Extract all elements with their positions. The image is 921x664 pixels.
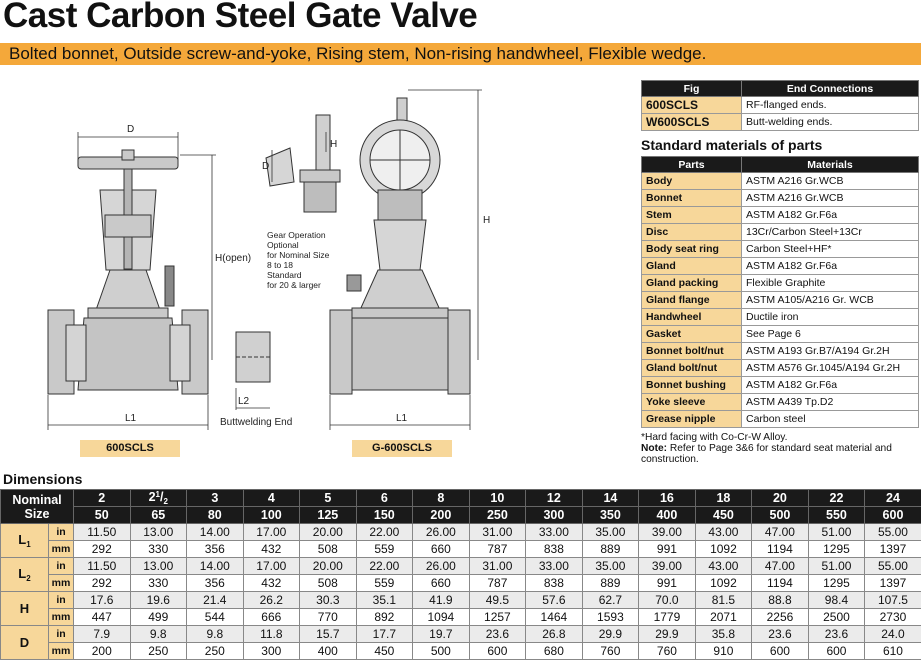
- value-cell-mm: 787: [469, 541, 526, 558]
- value-cell-in: 17.7: [356, 626, 413, 643]
- col-header-fig: Fig: [642, 81, 742, 97]
- value-cell-in: 9.8: [130, 626, 187, 643]
- table-row: [642, 394, 919, 411]
- table-row: [642, 377, 919, 394]
- value-cell-in: 88.8: [752, 592, 809, 609]
- size-inch-header: [243, 490, 300, 507]
- gear-note-line: 8 to 18: [267, 260, 293, 270]
- unit-in: in: [49, 626, 74, 643]
- size-inch-value: 2: [148, 490, 156, 504]
- size-inch-header: [865, 490, 921, 507]
- value-cell-mm: 292: [74, 541, 131, 558]
- part-cell: Stem: [642, 207, 742, 224]
- table-row: [1, 541, 921, 558]
- subtitle-bar: [0, 43, 921, 65]
- material-cell: ASTM A216 Gr.WCB: [742, 190, 919, 207]
- size-inch-value: 10: [490, 491, 505, 505]
- table-row: [642, 207, 919, 224]
- unit-mm: mm: [49, 643, 74, 660]
- value-cell-mm: 292: [74, 575, 131, 592]
- part-cell: Bonnet: [642, 190, 742, 207]
- size-inch-value: 5: [324, 491, 332, 505]
- table-row: [642, 411, 919, 428]
- table-row: [642, 241, 919, 258]
- value-cell-in: 43.00: [695, 524, 752, 541]
- size-inch-header: [695, 490, 752, 507]
- table-row: [642, 258, 919, 275]
- value-cell-mm: 838: [526, 575, 583, 592]
- value-cell-in: 22.00: [356, 524, 413, 541]
- value-cell-mm: 991: [639, 575, 696, 592]
- dim-label-d-left: D: [127, 124, 135, 135]
- material-cell: ASTM A216 Gr.WCB: [742, 173, 919, 190]
- dimension-subscript: 2: [26, 574, 31, 583]
- size-inch-value: 8: [437, 491, 445, 505]
- end-connection-cell: RF-flanged ends.: [742, 97, 919, 114]
- gear-note-line: Optional: [267, 240, 299, 250]
- part-cell: Gland: [642, 258, 742, 275]
- table-row: [642, 343, 919, 360]
- value-cell-mm: 760: [582, 643, 639, 660]
- value-cell-in: 14.00: [187, 524, 244, 541]
- value-cell-in: 26.00: [413, 524, 470, 541]
- size-inch-value: 12: [546, 491, 561, 505]
- fig-cell: 600SCLS: [642, 97, 742, 114]
- value-cell-in: 33.00: [526, 524, 583, 541]
- size-inch-value: 18: [716, 491, 731, 505]
- end-connections-table: [641, 80, 919, 131]
- size-inch-value: 6: [380, 491, 388, 505]
- value-cell-mm: 838: [526, 541, 583, 558]
- materials-table: [641, 156, 919, 428]
- page-title: Cast Carbon Steel Gate Valve: [3, 0, 478, 35]
- size-label: Size: [24, 506, 50, 521]
- caption-g-600scls: G-600SCLS: [352, 440, 452, 457]
- value-cell-in: 35.8: [695, 626, 752, 643]
- value-cell-mm: 508: [300, 575, 357, 592]
- table-row: [642, 224, 919, 241]
- dim-label-l2: L2: [238, 396, 250, 407]
- value-cell-mm: 356: [187, 575, 244, 592]
- value-cell-in: 47.00: [752, 558, 809, 575]
- material-cell: Ductile iron: [742, 309, 919, 326]
- value-cell-in: 23.6: [752, 626, 809, 643]
- dimensions-header: [1, 490, 921, 524]
- value-cell-mm: 544: [187, 609, 244, 626]
- material-cell: ASTM A193 Gr.B7/A194 Gr.2H: [742, 343, 919, 360]
- table-row: [642, 97, 919, 114]
- value-cell-in: 26.00: [413, 558, 470, 575]
- size-inch-value: 24: [886, 491, 900, 505]
- value-cell-mm: 660: [413, 541, 470, 558]
- value-cell-in: 15.7: [300, 626, 357, 643]
- value-cell-in: 21.4: [187, 592, 244, 609]
- part-cell: Bonnet bolt/nut: [642, 343, 742, 360]
- fraction-numerator: 1: [155, 490, 160, 499]
- table-row: [642, 190, 919, 207]
- part-cell: Gland bolt/nut: [642, 360, 742, 377]
- dim-label-h-right: H: [483, 215, 491, 226]
- size-mm-header: 200: [413, 507, 470, 524]
- note-label: Note:: [641, 443, 668, 454]
- size-inch-header: [808, 490, 865, 507]
- value-cell-mm: 330: [130, 541, 187, 558]
- dimensions-table: [0, 489, 921, 660]
- value-cell-mm: 666: [243, 609, 300, 626]
- unit-in: in: [49, 558, 74, 575]
- value-cell-in: 17.00: [243, 558, 300, 575]
- dimensions-body: [1, 524, 921, 660]
- value-cell-mm: 2500: [808, 609, 865, 626]
- size-mm-header: 50: [74, 507, 131, 524]
- value-cell-mm: 300: [243, 643, 300, 660]
- part-cell: Bonnet bushing: [642, 377, 742, 394]
- gear-note-line: for 20 & larger: [267, 280, 321, 290]
- value-cell-in: 19.7: [413, 626, 470, 643]
- size-mm-header: 100: [243, 507, 300, 524]
- size-mm-header: 600: [865, 507, 921, 524]
- unit-mm: mm: [49, 541, 74, 558]
- value-cell-mm: 2071: [695, 609, 752, 626]
- dimension-subscript: 1: [26, 540, 31, 549]
- value-cell-mm: 610: [865, 643, 921, 660]
- size-mm-header: 150: [356, 507, 413, 524]
- valve-drawing: [0, 70, 640, 470]
- table-row: [1, 609, 921, 626]
- material-cell: ASTM A182 Gr.F6a: [742, 258, 919, 275]
- size-mm-header: 125: [300, 507, 357, 524]
- value-cell-mm: 2730: [865, 609, 921, 626]
- value-cell-mm: 432: [243, 575, 300, 592]
- size-inch-header: [74, 490, 131, 507]
- seat-note: [641, 443, 921, 465]
- value-cell-in: 55.00: [865, 558, 921, 575]
- table-row: [642, 114, 919, 131]
- value-cell-in: 31.00: [469, 558, 526, 575]
- value-cell-in: 7.9: [74, 626, 131, 643]
- value-cell-in: 30.3: [300, 592, 357, 609]
- value-cell-in: 35.00: [582, 558, 639, 575]
- part-cell: Grease nipple: [642, 411, 742, 428]
- value-cell-in: 26.8: [526, 626, 583, 643]
- part-cell: Body seat ring: [642, 241, 742, 258]
- value-cell-mm: 356: [187, 541, 244, 558]
- end-connection-cell: Butt-welding ends.: [742, 114, 919, 131]
- dim-label-l1-left: L1: [125, 413, 137, 424]
- value-cell-in: 39.00: [639, 524, 696, 541]
- dim-label-buttwelding: Buttwelding End: [220, 417, 293, 428]
- value-cell-in: 47.00: [752, 524, 809, 541]
- dimension-label: [1, 626, 49, 660]
- material-cell: ASTM A105/A216 Gr. WCB: [742, 292, 919, 309]
- dim-label-h-open: H(open): [215, 253, 252, 264]
- size-mm-header: 400: [639, 507, 696, 524]
- table-row: [642, 309, 919, 326]
- size-mm-header: 350: [582, 507, 639, 524]
- size-mm-header: 300: [526, 507, 583, 524]
- value-cell-mm: 600: [808, 643, 865, 660]
- value-cell-mm: 1194: [752, 575, 809, 592]
- value-cell-in: 43.00: [695, 558, 752, 575]
- col-header-parts: Parts: [642, 157, 742, 173]
- value-cell-in: 51.00: [808, 524, 865, 541]
- material-cell: Flexible Graphite: [742, 275, 919, 292]
- size-inch-value: 14: [603, 491, 618, 505]
- dimensions-heading: Dimensions: [3, 471, 83, 487]
- material-cell: ASTM A182 Gr.F6a: [742, 207, 919, 224]
- value-cell-mm: 660: [413, 575, 470, 592]
- value-cell-mm: 1194: [752, 541, 809, 558]
- value-cell-in: 49.5: [469, 592, 526, 609]
- value-cell-mm: 500: [413, 643, 470, 660]
- value-cell-in: 33.00: [526, 558, 583, 575]
- value-cell-in: 57.6: [526, 592, 583, 609]
- nominal-size-header: [1, 490, 74, 524]
- value-cell-in: 31.00: [469, 524, 526, 541]
- value-cell-in: 55.00: [865, 524, 921, 541]
- value-cell-mm: 1593: [582, 609, 639, 626]
- gear-note-line: for Nominal Size: [267, 250, 330, 260]
- materials-body: [642, 173, 919, 428]
- part-cell: Handwheel: [642, 309, 742, 326]
- value-cell-in: 11.50: [74, 558, 131, 575]
- value-cell-in: 98.4: [808, 592, 865, 609]
- value-cell-mm: 200: [74, 643, 131, 660]
- value-cell-mm: 600: [752, 643, 809, 660]
- material-cell: ASTM A439 Tp.D2: [742, 394, 919, 411]
- materials-heading: Standard materials of parts: [641, 137, 823, 153]
- gear-note-line: Gear Operation: [267, 230, 326, 240]
- value-cell-mm: 559: [356, 541, 413, 558]
- value-cell-in: 20.00: [300, 558, 357, 575]
- unit-mm: mm: [49, 609, 74, 626]
- size-inch-header: [300, 490, 357, 507]
- size-inch-header: [639, 490, 696, 507]
- part-cell: Disc: [642, 224, 742, 241]
- part-cell: Body: [642, 173, 742, 190]
- value-cell-mm: 600: [469, 643, 526, 660]
- dimension-letter: L: [18, 532, 27, 547]
- value-cell-mm: 770: [300, 609, 357, 626]
- table-row: [1, 626, 921, 643]
- nominal-label: Nominal: [12, 492, 62, 507]
- material-cell: 13Cr/Carbon Steel+13Cr: [742, 224, 919, 241]
- value-cell-mm: 450: [356, 643, 413, 660]
- size-inch-value: 16: [659, 491, 674, 505]
- size-mm-header: 65: [130, 507, 187, 524]
- size-inch-value: 4: [267, 491, 275, 505]
- value-cell-mm: 787: [469, 575, 526, 592]
- dimension-letter: L: [18, 566, 27, 581]
- value-cell-in: 41.9: [413, 592, 470, 609]
- size-mm-header: 550: [808, 507, 865, 524]
- part-cell: Yoke sleeve: [642, 394, 742, 411]
- hard-facing-note: *Hard facing with Co-Cr-W Alloy.: [641, 432, 788, 443]
- value-cell-in: 13.00: [130, 524, 187, 541]
- dimension-letter: H: [19, 601, 30, 616]
- value-cell-in: 35.00: [582, 524, 639, 541]
- table-row: [642, 360, 919, 377]
- size-inch-header: [356, 490, 413, 507]
- value-cell-in: 9.8: [187, 626, 244, 643]
- caption-600scls: 600SCLS: [80, 440, 180, 457]
- header-row-mm: [1, 507, 921, 524]
- value-cell-mm: 910: [695, 643, 752, 660]
- table-row: [1, 558, 921, 575]
- size-inch-header: [413, 490, 470, 507]
- size-mm-header: 450: [695, 507, 752, 524]
- value-cell-in: 22.00: [356, 558, 413, 575]
- size-mm-header: 500: [752, 507, 809, 524]
- value-cell-mm: 680: [526, 643, 583, 660]
- size-mm-header: 80: [187, 507, 244, 524]
- value-cell-in: 35.1: [356, 592, 413, 609]
- value-cell-mm: 330: [130, 575, 187, 592]
- size-inch-value: 20: [772, 491, 787, 505]
- table-row: [642, 275, 919, 292]
- table-row: [1, 592, 921, 609]
- table-row: [1, 575, 921, 592]
- value-cell-in: 23.6: [808, 626, 865, 643]
- col-header-materials: Materials: [742, 157, 919, 173]
- value-cell-mm: 1397: [865, 575, 921, 592]
- size-inch-value: 3: [211, 491, 219, 505]
- value-cell-in: 11.50: [74, 524, 131, 541]
- part-cell: Gasket: [642, 326, 742, 343]
- col-header-end-connections: End Connections: [742, 81, 919, 97]
- material-cell: See Page 6: [742, 326, 919, 343]
- material-cell: Carbon steel: [742, 411, 919, 428]
- value-cell-in: 24.0: [865, 626, 921, 643]
- dim-label-l1-right: L1: [396, 413, 408, 424]
- size-inch-value: 2: [98, 491, 106, 505]
- dimension-label: [1, 524, 49, 558]
- value-cell-mm: 447: [74, 609, 131, 626]
- fraction-denominator: 2: [163, 497, 168, 506]
- table-row: [642, 326, 919, 343]
- unit-in: in: [49, 524, 74, 541]
- dimension-letter: D: [19, 635, 30, 650]
- value-cell-mm: 2256: [752, 609, 809, 626]
- note-text: Refer to Page 3&6 for standard seat material and construction.: [641, 443, 892, 465]
- value-cell-mm: 889: [582, 541, 639, 558]
- value-cell-in: 81.5: [695, 592, 752, 609]
- part-cell: Gland flange: [642, 292, 742, 309]
- value-cell-mm: 889: [582, 575, 639, 592]
- value-cell-mm: 499: [130, 609, 187, 626]
- value-cell-mm: 1464: [526, 609, 583, 626]
- value-cell-mm: 250: [130, 643, 187, 660]
- value-cell-mm: 432: [243, 541, 300, 558]
- value-cell-mm: 559: [356, 575, 413, 592]
- size-inch-header: [582, 490, 639, 507]
- value-cell-in: 17.00: [243, 524, 300, 541]
- value-cell-in: 107.5: [865, 592, 921, 609]
- value-cell-mm: 760: [639, 643, 696, 660]
- part-cell: Gland packing: [642, 275, 742, 292]
- value-cell-mm: 991: [639, 541, 696, 558]
- gear-note-line: Standard: [267, 270, 302, 280]
- size-inch-value: 22: [829, 491, 844, 505]
- value-cell-in: 62.7: [582, 592, 639, 609]
- material-cell: ASTM A576 Gr.1045/A194 Gr.2H: [742, 360, 919, 377]
- dimension-label: [1, 558, 49, 592]
- value-cell-in: 29.9: [582, 626, 639, 643]
- value-cell-in: 19.6: [130, 592, 187, 609]
- size-inch-header: [187, 490, 244, 507]
- value-cell-in: 39.00: [639, 558, 696, 575]
- size-mm-header: 250: [469, 507, 526, 524]
- value-cell-mm: 1257: [469, 609, 526, 626]
- fig-cell: W600SCLS: [642, 114, 742, 131]
- table-row: [1, 524, 921, 541]
- value-cell-mm: 1295: [808, 541, 865, 558]
- value-cell-in: 11.8: [243, 626, 300, 643]
- size-inch-header: [526, 490, 583, 507]
- size-inch-header: $2^1/_2$: [130, 490, 187, 507]
- subtitle: Bolted bonnet, Outside screw-and-yoke, Rising stem, Non-rising handwheel, Flexible wedge.: [9, 44, 707, 63]
- value-cell-mm: 508: [300, 541, 357, 558]
- value-cell-mm: 400: [300, 643, 357, 660]
- dimension-label: [1, 592, 49, 626]
- table-row: [642, 292, 919, 309]
- value-cell-mm: 1779: [639, 609, 696, 626]
- value-cell-mm: 1094: [413, 609, 470, 626]
- dim-label-h-gear: H: [330, 139, 338, 150]
- table-row: [1, 643, 921, 660]
- unit-in: in: [49, 592, 74, 609]
- material-cell: ASTM A182 Gr.F6a: [742, 377, 919, 394]
- unit-mm: mm: [49, 575, 74, 592]
- table-row: [642, 173, 919, 190]
- value-cell-mm: 1295: [808, 575, 865, 592]
- size-inch-header: [469, 490, 526, 507]
- value-cell-mm: 1092: [695, 541, 752, 558]
- gear-operation-note: [267, 230, 329, 290]
- dim-label-d-gear: D: [262, 161, 270, 172]
- value-cell-in: 14.00: [187, 558, 244, 575]
- value-cell-mm: 1397: [865, 541, 921, 558]
- value-cell-mm: 250: [187, 643, 244, 660]
- value-cell-in: 51.00: [808, 558, 865, 575]
- value-cell-in: 20.00: [300, 524, 357, 541]
- value-cell-in: 26.2: [243, 592, 300, 609]
- material-cell: Carbon Steel+HF*: [742, 241, 919, 258]
- value-cell-in: 13.00: [130, 558, 187, 575]
- value-cell-in: 17.6: [74, 592, 131, 609]
- value-cell-in: 29.9: [639, 626, 696, 643]
- notes: [641, 432, 921, 465]
- value-cell-in: 23.6: [469, 626, 526, 643]
- value-cell-in: 70.0: [639, 592, 696, 609]
- value-cell-mm: 1092: [695, 575, 752, 592]
- size-inch-header: [752, 490, 809, 507]
- header-row-inch: [1, 490, 921, 507]
- value-cell-mm: 892: [356, 609, 413, 626]
